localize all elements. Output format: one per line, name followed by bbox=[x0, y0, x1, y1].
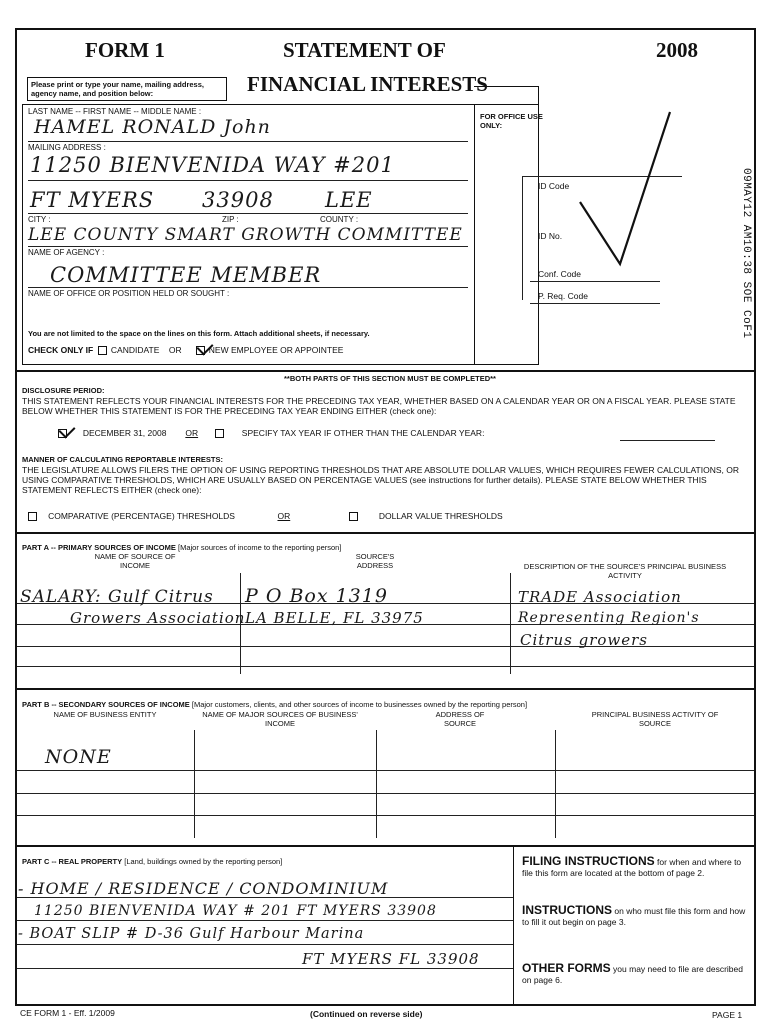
city-label: CITY : bbox=[28, 215, 51, 224]
dollar-label: DOLLAR VALUE THRESHOLDS bbox=[378, 511, 503, 521]
county-label: COUNTY : bbox=[320, 215, 359, 224]
rule bbox=[530, 303, 660, 304]
zip-value: 33908 bbox=[202, 188, 274, 212]
instructions-block bbox=[522, 905, 747, 928]
not-limited-note: You are not limited to the space on the lines on this form. Attach additional sheets, if necessary. bbox=[28, 329, 370, 338]
specify-label: SPECIFY TAX YEAR IF OTHER THAN THE CALENDAR YEAR: bbox=[241, 428, 485, 438]
manner-text: THE LEGISLATURE ALLOWS FILERS THE OPTION OF USING REPORTING THRESHOLDS THAT ARE ABSOLUTE DOLLAR VALUES, WHICH REQUIRES FEWER CALCULATIONS, OR USING COMPARATIVE THRESHOLDS, WHICH ARE USUALLY BASED ON PERCENTAGE VALUES (see instructions for further details). PLEASE STATE BELOW WHETHER THIS STATEMENT REFLECTS EITHER (check one): bbox=[22, 465, 739, 495]
other-forms-text: you may need to file are described on page 6. bbox=[522, 964, 743, 985]
new-employee-label: NEW EMPLOYEE OR APPOINTEE bbox=[208, 345, 344, 355]
candidate-label: CANDIDATE bbox=[110, 345, 160, 355]
row-rule bbox=[17, 666, 754, 667]
part-a-col1: NAME OF SOURCE OF INCOME bbox=[94, 552, 176, 570]
conf-code-label: Conf. Code bbox=[538, 269, 581, 279]
received-stamp: 09MAY12 AM10:38 SOE CoF1 bbox=[740, 168, 752, 339]
part-b-title-row bbox=[22, 700, 527, 709]
part-a-r2c1: Growers Association bbox=[70, 609, 246, 627]
dec31-label: DECEMBER 31, 2008 bbox=[82, 428, 167, 438]
row-rule bbox=[17, 815, 754, 816]
part-a-r3c3: Citrus growers bbox=[520, 631, 648, 649]
part-b-subtitle: [Major customers, clients, and other sources of income to businesses owned by the reporting person] bbox=[191, 700, 528, 709]
or-label: OR bbox=[185, 428, 199, 438]
part-a-r2c3: Representing Region's bbox=[518, 610, 700, 626]
specify-checkbox[interactable] bbox=[215, 429, 224, 438]
mailing-value: 11250 BIENVENIDA WAY #201 bbox=[30, 153, 395, 177]
title-line-1: STATEMENT OF bbox=[283, 38, 446, 62]
part-b-col4: PRINCIPAL BUSINESS ACTIVITY OF SOURCE bbox=[591, 710, 719, 728]
disclosure-period-title: DISCLOSURE PERIOD: bbox=[22, 386, 105, 395]
zip-label: ZIP : bbox=[222, 215, 239, 224]
part-b-col1: NAME OF BUSINESS ENTITY bbox=[53, 710, 157, 719]
part-a-r1c3: TRADE Association bbox=[518, 588, 682, 606]
part-c-title: PART C -- REAL PROPERTY bbox=[22, 857, 123, 866]
filing-text: for when and where to file this form are located at the bottom of page 2. bbox=[522, 857, 742, 878]
part-c-subtitle: [Land, buildings owned by the reporting person] bbox=[124, 857, 283, 866]
section-rule bbox=[15, 845, 756, 847]
name-value: HAMEL RONALD John bbox=[34, 116, 271, 138]
mailing-label: MAILING ADDRESS : bbox=[28, 143, 106, 152]
part-a-subtitle: [Major sources of income to the reporting person] bbox=[178, 543, 342, 552]
filing-title: FILING INSTRUCTIONS bbox=[522, 854, 655, 868]
row-rule bbox=[17, 920, 513, 921]
candidate-checkbox[interactable] bbox=[98, 346, 107, 355]
section-rule bbox=[15, 370, 756, 372]
agency-value: LEE COUNTY SMART GROWTH COMMITTEE bbox=[28, 225, 463, 245]
part-c-title-row bbox=[22, 857, 282, 866]
instructions-text: on who must file this form and how to fill it out begin on page 3. bbox=[522, 906, 746, 927]
col-rule bbox=[555, 730, 556, 838]
rule bbox=[28, 180, 468, 181]
specify-field[interactable] bbox=[620, 440, 715, 441]
city-value: FT MYERS bbox=[30, 188, 155, 212]
check-only-row bbox=[28, 345, 343, 355]
print-note: Please print or type your name, mailing address, agency name, and position below: bbox=[27, 77, 227, 101]
agency-label: NAME OF AGENCY : bbox=[28, 248, 105, 257]
part-b-title: PART B -- SECONDARY SOURCES OF INCOME bbox=[22, 700, 190, 709]
title-line-2: FINANCIAL INTERESTS bbox=[247, 72, 488, 96]
part-c-line3: - BOAT SLIP # D-36 Gulf Harbour Marina bbox=[18, 926, 365, 942]
office-value: COMMITTEE MEMBER bbox=[50, 263, 322, 287]
or-label: OR bbox=[277, 511, 291, 521]
office-use-label: FOR OFFICE USE ONLY: bbox=[480, 112, 543, 130]
both-parts-note: **BOTH PARTS OF THIS SECTION MUST BE COMPLETED** bbox=[284, 374, 496, 383]
col-rule bbox=[513, 845, 514, 1006]
part-a-col2: SOURCE'S ADDRESS bbox=[355, 552, 395, 570]
p-req-code-label: P. Req. Code bbox=[538, 291, 588, 301]
part-b-col2: NAME OF MAJOR SOURCES OF BUSINESS' INCOME bbox=[202, 710, 358, 728]
other-forms-title: OTHER FORMS bbox=[522, 961, 611, 975]
office-box bbox=[474, 86, 539, 105]
row-rule bbox=[17, 968, 513, 969]
threshold-choice-row bbox=[28, 511, 503, 521]
other-forms-block bbox=[522, 963, 747, 986]
new-employee-checkbox[interactable] bbox=[196, 346, 205, 355]
or-label: OR bbox=[168, 345, 182, 355]
office-divider bbox=[474, 104, 475, 365]
instructions-title: INSTRUCTIONS bbox=[522, 903, 612, 917]
rule bbox=[530, 281, 660, 282]
form-number: FORM 1 bbox=[85, 38, 165, 62]
rule bbox=[28, 246, 468, 247]
part-c-line4: FT MYERS FL 33908 bbox=[302, 950, 480, 968]
checkmark-icon bbox=[560, 92, 680, 272]
part-b-r1c1: NONE bbox=[45, 746, 112, 768]
part-b-col3: ADDRESS OF SOURCE bbox=[435, 710, 485, 728]
section-rule bbox=[15, 688, 756, 690]
part-a-r1c2: P O Box 1319 bbox=[245, 585, 388, 607]
manner-title: MANNER OF CALCULATING REPORTABLE INTERESTS: bbox=[22, 455, 223, 464]
comparative-checkbox[interactable] bbox=[28, 512, 37, 521]
col-rule bbox=[376, 730, 377, 838]
office-label: NAME OF OFFICE OR POSITION HELD OR SOUGHT : bbox=[28, 289, 230, 298]
county-value: LEE bbox=[325, 188, 373, 212]
footer-continued: (Continued on reverse side) bbox=[310, 1009, 423, 1019]
id-no-label: ID No. bbox=[538, 231, 563, 241]
part-a-title-row bbox=[22, 543, 341, 552]
rule bbox=[28, 287, 468, 288]
dollar-checkbox[interactable] bbox=[349, 512, 358, 521]
part-a-r2c2: LA BELLE, FL 33975 bbox=[245, 609, 424, 627]
row-rule bbox=[17, 944, 513, 945]
rule bbox=[28, 213, 468, 214]
part-c-line1: - HOME / RESIDENCE / CONDOMINIUM bbox=[18, 879, 389, 898]
part-a-title: PART A -- PRIMARY SOURCES OF INCOME bbox=[22, 543, 176, 552]
row-rule bbox=[17, 770, 754, 771]
comparative-label: COMPARATIVE (PERCENTAGE) THRESHOLDS bbox=[48, 511, 235, 521]
form-year: 2008 bbox=[656, 38, 698, 62]
id-code-label: ID Code bbox=[538, 181, 570, 191]
check-only-label: CHECK ONLY IF bbox=[28, 345, 94, 355]
disclosure-period-text: THIS STATEMENT REFLECTS YOUR FINANCIAL INTERESTS FOR THE PRECEDING TAX YEAR, WHETHER BASED ON A CALENDAR YEAR OR ON A FISCAL YEAR. PLEASE STATE BELOW WHETHER THIS STATEMENT IS FOR THE PRECEDING TAX YEAR ENDING EITHER (check one): bbox=[22, 396, 736, 416]
footer-form-id: CE FORM 1 - Eff. 1/2009 bbox=[20, 1008, 115, 1018]
part-a-col3: DESCRIPTION OF THE SOURCE'S PRINCIPAL BUSINESS ACTIVITY bbox=[523, 562, 727, 580]
col-rule bbox=[194, 730, 195, 838]
period-choice-row bbox=[58, 428, 484, 438]
part-c-line2: 11250 BIENVENIDA WAY # 201 FT MYERS 33908 bbox=[34, 903, 437, 919]
dec31-checkbox[interactable] bbox=[58, 429, 67, 438]
section-rule bbox=[15, 532, 756, 534]
row-rule bbox=[17, 793, 754, 794]
filing-instructions bbox=[522, 856, 747, 879]
rule bbox=[28, 141, 468, 142]
name-label: LAST NAME -- FIRST NAME -- MIDDLE NAME : bbox=[28, 107, 202, 116]
part-a-r1c1: SALARY: Gulf Citrus bbox=[20, 587, 214, 607]
footer-page: PAGE 1 bbox=[712, 1010, 743, 1020]
